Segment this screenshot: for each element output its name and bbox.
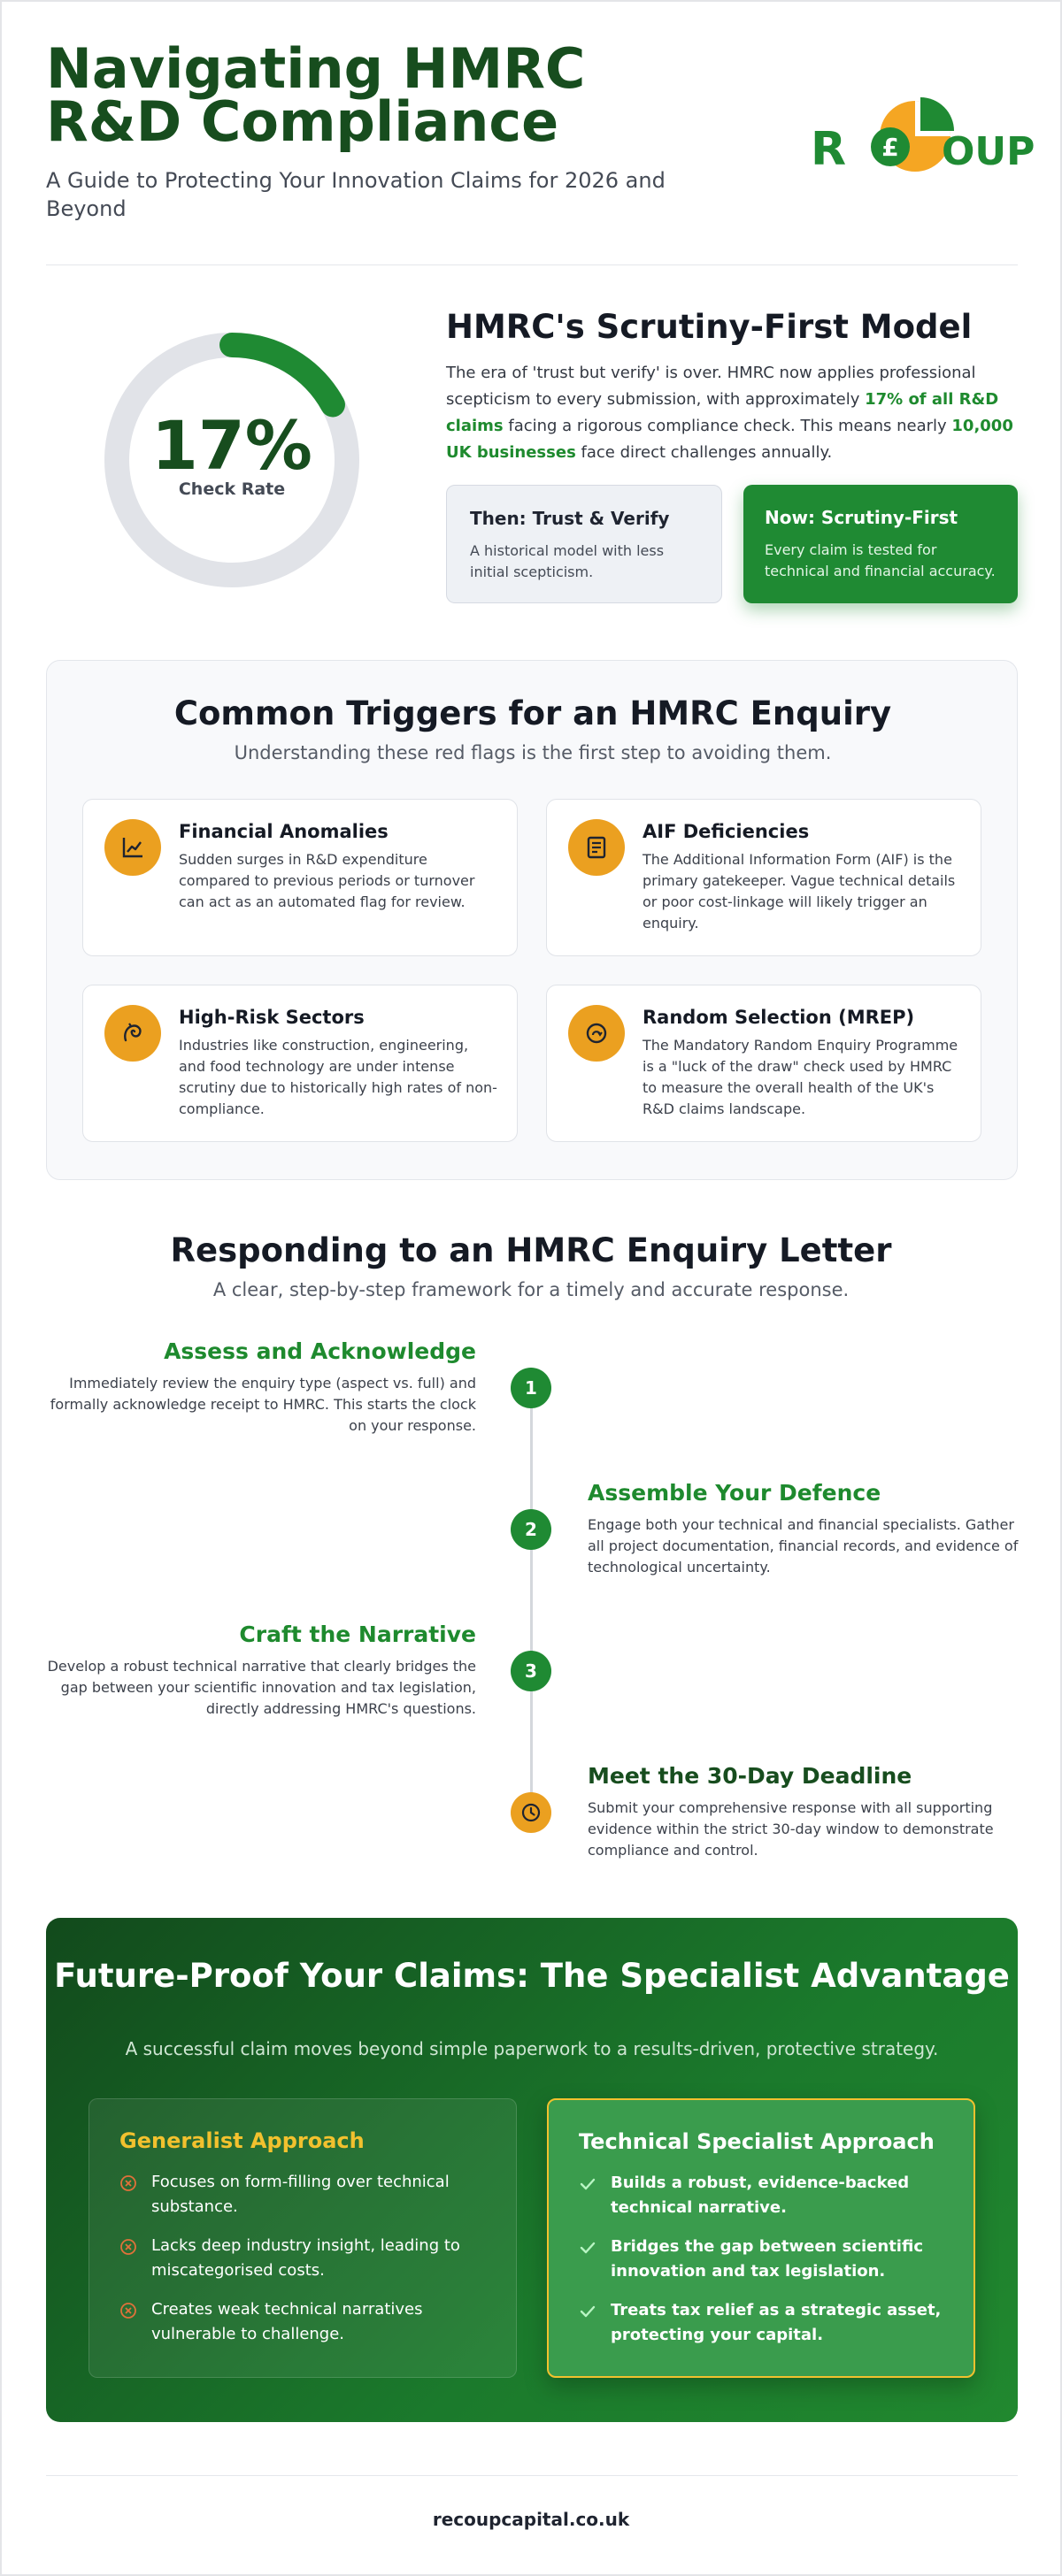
triggers-title: Common Triggers for an HMRC Enquiry xyxy=(173,694,892,732)
scrutiny-body-part: face direct challenges annually. xyxy=(575,443,833,462)
list-item-text: Treats tax relief as a strategic asset, protecting your capital. xyxy=(611,2301,942,2344)
check-icon xyxy=(579,2175,596,2193)
header-divider xyxy=(46,264,1018,265)
document-icon xyxy=(568,819,625,876)
trigger-card-text: Industries like construction, engineering, and food technology are under intense scrutiny due to historically high rates of non-compliance. xyxy=(179,1037,497,1117)
step-text: Engage both your technical and financial specialists. Gather all project documentation, financial records, and evidence of technological uncertainty. xyxy=(588,1516,1019,1576)
step-title: Assess and Acknowledge xyxy=(164,1338,476,1364)
future-title: Future-Proof Your Claims: The Specialist Advantage xyxy=(54,1957,1010,1995)
svg-text:£: £ xyxy=(881,133,899,162)
timeline-subtitle: A clear, step-by-step framework for a timely and accurate response. xyxy=(212,1279,850,1300)
list-item xyxy=(119,2234,486,2283)
specialist-card xyxy=(547,2098,975,2378)
check-rate-label: Check Rate xyxy=(178,479,286,499)
check-rate-value: 17% xyxy=(151,406,312,485)
random-icon xyxy=(568,1005,625,1062)
timeline-step-3 xyxy=(37,1621,476,1720)
logo-text-right: OUP xyxy=(942,129,1035,174)
then-card-text: A historical model with less initial scepticism. xyxy=(470,542,665,580)
then-card-title: Then: Trust & Verify xyxy=(470,508,670,529)
step-title: Craft the Narrative xyxy=(239,1622,476,1647)
list-item xyxy=(579,2298,943,2348)
trigger-card-title: AIF Deficiencies xyxy=(643,821,810,842)
logo-text-left: R xyxy=(811,123,847,176)
scrutiny-highlight-claims: 17% of all R&D claims xyxy=(446,390,999,435)
x-circle-icon xyxy=(119,2174,137,2192)
trigger-card-title: Random Selection (MREP) xyxy=(643,1007,915,1028)
scrutiny-highlight-businesses: 10,000 UK businesses xyxy=(446,417,1013,462)
trigger-card-aif-deficiencies xyxy=(546,799,981,956)
now-card-text: Every claim is tested for technical and financial accuracy. xyxy=(765,541,996,579)
list-item xyxy=(119,2170,486,2220)
timeline-title: Responding to an HMRC Enquiry Letter xyxy=(170,1231,892,1269)
timeline-step-4 xyxy=(588,1762,1021,1861)
page-subtitle: A Guide to Protecting Your Innovation Claims for 2026 and Beyond xyxy=(46,168,666,221)
title-line-2: R&D Compliance xyxy=(46,89,559,154)
step-text: Submit your comprehensive response with all supporting evidence within the strict 30-day window to demonstrate compliance and control. xyxy=(588,1799,994,1859)
trigger-card-text: The Additional Information Form (AIF) is the primary gatekeeper. Vague technical details or poor cost-linkage will likely trigger an enquiry. xyxy=(643,851,956,932)
specialist-title: Technical Specialist Approach xyxy=(579,2129,935,2154)
trigger-card-title: Financial Anomalies xyxy=(179,821,389,842)
list-item-text: Focuses on form-filling over technical substance. xyxy=(151,2173,450,2216)
timeline-line xyxy=(530,1389,533,1810)
list-item xyxy=(119,2297,486,2347)
footer-website-link[interactable]: recoupcapital.co.uk xyxy=(432,2509,630,2530)
scrutiny-body xyxy=(446,360,1020,466)
step-text: Develop a robust technical narrative that clearly bridges the gap between your scientific innovation and tax legislation, directly addressing HMRC's questions. xyxy=(47,1658,476,1717)
triggers-subtitle: Understanding these red flags is the first step to avoiding them. xyxy=(234,742,832,763)
scrutiny-body-part: The era of 'trust but verify' is over. HMRC now applies professional scepticism to every submission, with approximately xyxy=(446,364,976,409)
recoup-logo[interactable] xyxy=(811,97,1035,186)
step-title: Assemble Your Defence xyxy=(588,1480,881,1506)
page-title xyxy=(46,36,719,154)
then-card xyxy=(446,485,722,603)
list-item-text: Bridges the gap between scientific innovation and tax legislation. xyxy=(611,2237,923,2281)
timeline-step-2 xyxy=(588,1479,1021,1578)
page xyxy=(2,2,1060,2574)
industry-icon xyxy=(104,1005,161,1062)
now-card-title: Now: Scrutiny-First xyxy=(765,507,958,528)
step-number-1: 1 xyxy=(511,1368,551,1408)
step-number-3: 3 xyxy=(511,1651,551,1691)
generalist-card xyxy=(88,2098,517,2378)
list-item-text: Lacks deep industry insight, leading to miscategorised costs. xyxy=(151,2236,460,2280)
generalist-title: Generalist Approach xyxy=(119,2128,365,2153)
step-number-2: 2 xyxy=(511,1509,551,1550)
future-subtitle: A successful claim moves beyond simple paperwork to a results-driven, protective strategy. xyxy=(125,2038,939,2059)
check-icon xyxy=(579,2303,596,2320)
trigger-card-title: High-Risk Sectors xyxy=(179,1007,365,1028)
trigger-card-financial-anomalies xyxy=(82,799,518,956)
x-circle-icon xyxy=(119,2238,137,2256)
list-item-text: Creates weak technical narratives vulnerable to challenge. xyxy=(151,2300,423,2343)
clock-icon xyxy=(511,1792,551,1833)
step-text: Immediately review the enquiry type (aspect vs. full) and formally acknowledge receipt to HMRC. This starts the clock on your response. xyxy=(50,1375,476,1434)
list-item-text: Builds a robust, evidence-backed technical narrative. xyxy=(611,2174,910,2217)
timeline-step-1 xyxy=(37,1338,476,1437)
generalist-list xyxy=(119,2170,486,2347)
x-circle-icon xyxy=(119,2302,137,2319)
list-item xyxy=(579,2235,943,2284)
now-card xyxy=(743,485,1018,603)
trigger-card-text: The Mandatory Random Enquiry Programme is a "luck of the draw" check used by HMRC to measure the overall health of the UK's R&D claims landscape. xyxy=(643,1037,958,1117)
chart-line-icon xyxy=(104,819,161,876)
step-title: Meet the 30-Day Deadline xyxy=(588,1763,912,1789)
scrutiny-title: HMRC's Scrutiny-First Model xyxy=(446,308,973,346)
triggers-section xyxy=(46,660,1018,1180)
scrutiny-body-part: facing a rigorous compliance check. This means nearly xyxy=(503,417,952,435)
check-icon xyxy=(579,2239,596,2257)
trigger-card-high-risk-sectors xyxy=(82,985,518,1142)
specialist-list xyxy=(579,2171,943,2348)
title-line-1: Navigating HMRC xyxy=(46,36,586,101)
future-proof-section xyxy=(46,1918,1018,2422)
list-item xyxy=(579,2171,943,2220)
footer-divider xyxy=(46,2475,1018,2476)
trigger-card-random-selection xyxy=(546,985,981,1142)
trigger-card-text: Sudden surges in R&D expenditure compared to previous periods or turnover can act as an automated flag for review. xyxy=(179,851,475,910)
